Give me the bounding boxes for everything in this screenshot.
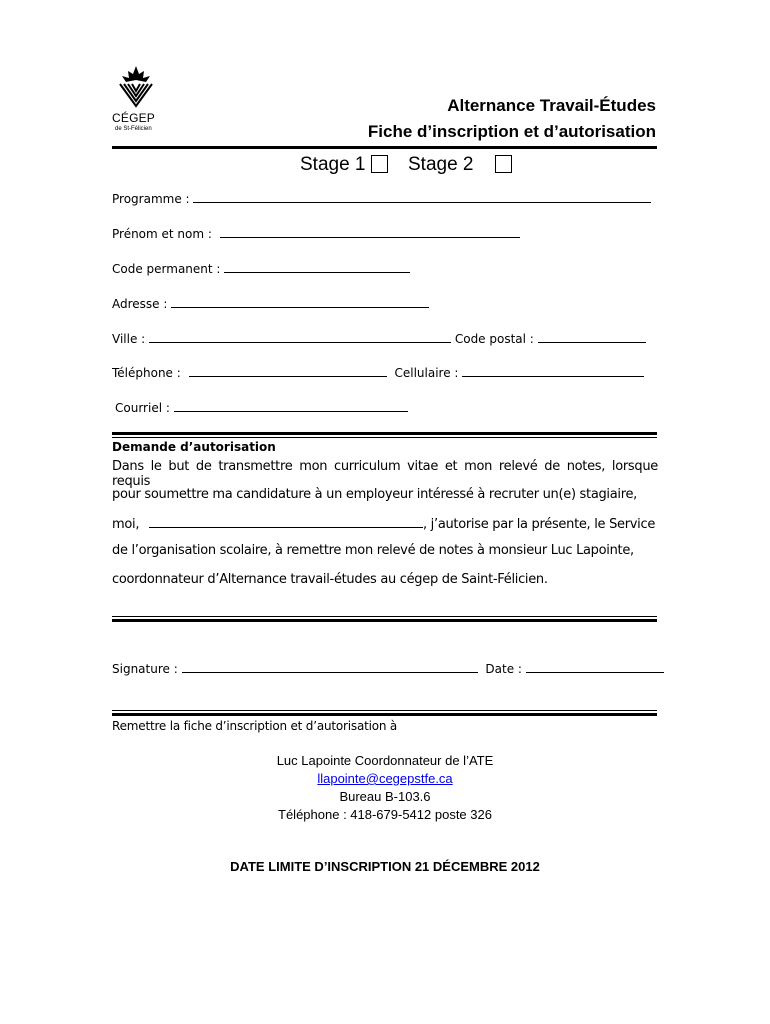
contact-phone: Téléphone : 418-679-5412 poste 326 (278, 807, 492, 822)
contact-name: Luc Lapointe Coordonnateur de l’ATE (276, 753, 494, 768)
stage-1-label: Stage 1 (300, 154, 366, 175)
section-divider-top-thin (112, 437, 657, 438)
deadline-notice: DATE LIMITE D’INSCRIPTION 21 DÉCEMBRE 2012 (230, 859, 540, 874)
authorization-moi: moi, (112, 517, 140, 532)
authorization-line-4: de l’organisation scolaire, à remettre mon relevé de notes à monsieur Luc Lapointe, (112, 543, 634, 558)
contact-email-link[interactable]: llapointe@cegepstfe.ca (317, 771, 453, 786)
code-postal-label: Code postal : (454, 332, 534, 346)
courriel-label: Courriel : (115, 401, 170, 415)
stage-2-option[interactable] (408, 154, 512, 176)
cegep-logo (112, 66, 160, 136)
stage-1-checkbox[interactable] (371, 155, 388, 173)
signature-label: Signature : (112, 662, 178, 676)
authorization-line-1: Dans le but de transmettre mon curriculum vitae et mon relevé de notes, lorsque requis (112, 459, 658, 489)
ville-label: Ville : (112, 332, 146, 346)
authorization-heading: Demande d’autorisation (112, 440, 276, 454)
prenom-nom-label: Prénom et nom : (112, 227, 212, 241)
adresse-field[interactable] (112, 295, 429, 311)
stage-1-option[interactable] (300, 154, 388, 176)
student-name-input[interactable] (149, 515, 423, 528)
return-instruction: Remettre la fiche d’inscription et d’autorisation à (112, 719, 398, 733)
authorization-line-2: pour soumettre ma candidature à un employeur intéressé à recruter un(e) stagiaire, (112, 487, 638, 502)
courriel-field[interactable] (115, 399, 408, 415)
return-divider-thin (112, 710, 657, 711)
telephone-label: Téléphone : (112, 366, 181, 380)
signature-field[interactable] (112, 660, 664, 676)
cellulaire-input[interactable] (462, 364, 644, 377)
authorization-line-5: coordonnateur d’Alternance travail-études au cégep de Saint-Félicien. (112, 572, 548, 587)
page-title: Alternance Travail-Études (447, 96, 656, 115)
stage-2-label: Stage 2 (408, 154, 474, 175)
code-permanent-label: Code permanent : (112, 262, 221, 276)
programme-input[interactable] (193, 190, 651, 203)
adresse-label: Adresse : (112, 297, 168, 311)
logo-name: CÉGEP (112, 111, 156, 125)
code-postal-input[interactable] (538, 330, 646, 343)
contact-email-row (0, 771, 770, 786)
section-divider-top (112, 432, 657, 435)
programme-label: Programme : (112, 192, 190, 206)
prenom-nom-field[interactable] (112, 225, 520, 241)
authorization-line-3 (112, 515, 658, 532)
authorization-line-3-end: , j’autorise par la présente, le Service (423, 517, 656, 532)
stage-2-checkbox[interactable] (495, 155, 512, 173)
logo-subtitle: de St-Félicien (115, 126, 152, 132)
date-label: Date : (485, 662, 522, 676)
section-divider-bottom (112, 619, 657, 622)
telephone-input[interactable] (189, 364, 387, 377)
return-divider (112, 713, 657, 716)
header-divider (112, 146, 657, 149)
signature-input[interactable] (182, 660, 478, 673)
code-permanent-input[interactable] (224, 260, 410, 273)
cellulaire-label: Cellulaire : (394, 366, 459, 380)
date-input[interactable] (526, 660, 664, 673)
adresse-input[interactable] (171, 295, 429, 308)
courriel-input[interactable] (174, 399, 408, 412)
page-subtitle: Fiche d’inscription et d’autorisation (367, 122, 656, 141)
telephone-field[interactable] (112, 364, 644, 380)
prenom-nom-input[interactable] (220, 225, 520, 238)
code-permanent-field[interactable] (112, 260, 410, 276)
section-divider-bottom-thin (112, 616, 657, 617)
maple-leaf-logo-icon (116, 66, 156, 112)
ville-field[interactable] (112, 330, 646, 346)
contact-office: Bureau B-103.6 (339, 789, 431, 804)
programme-field[interactable] (112, 190, 651, 206)
ville-input[interactable] (149, 330, 451, 343)
